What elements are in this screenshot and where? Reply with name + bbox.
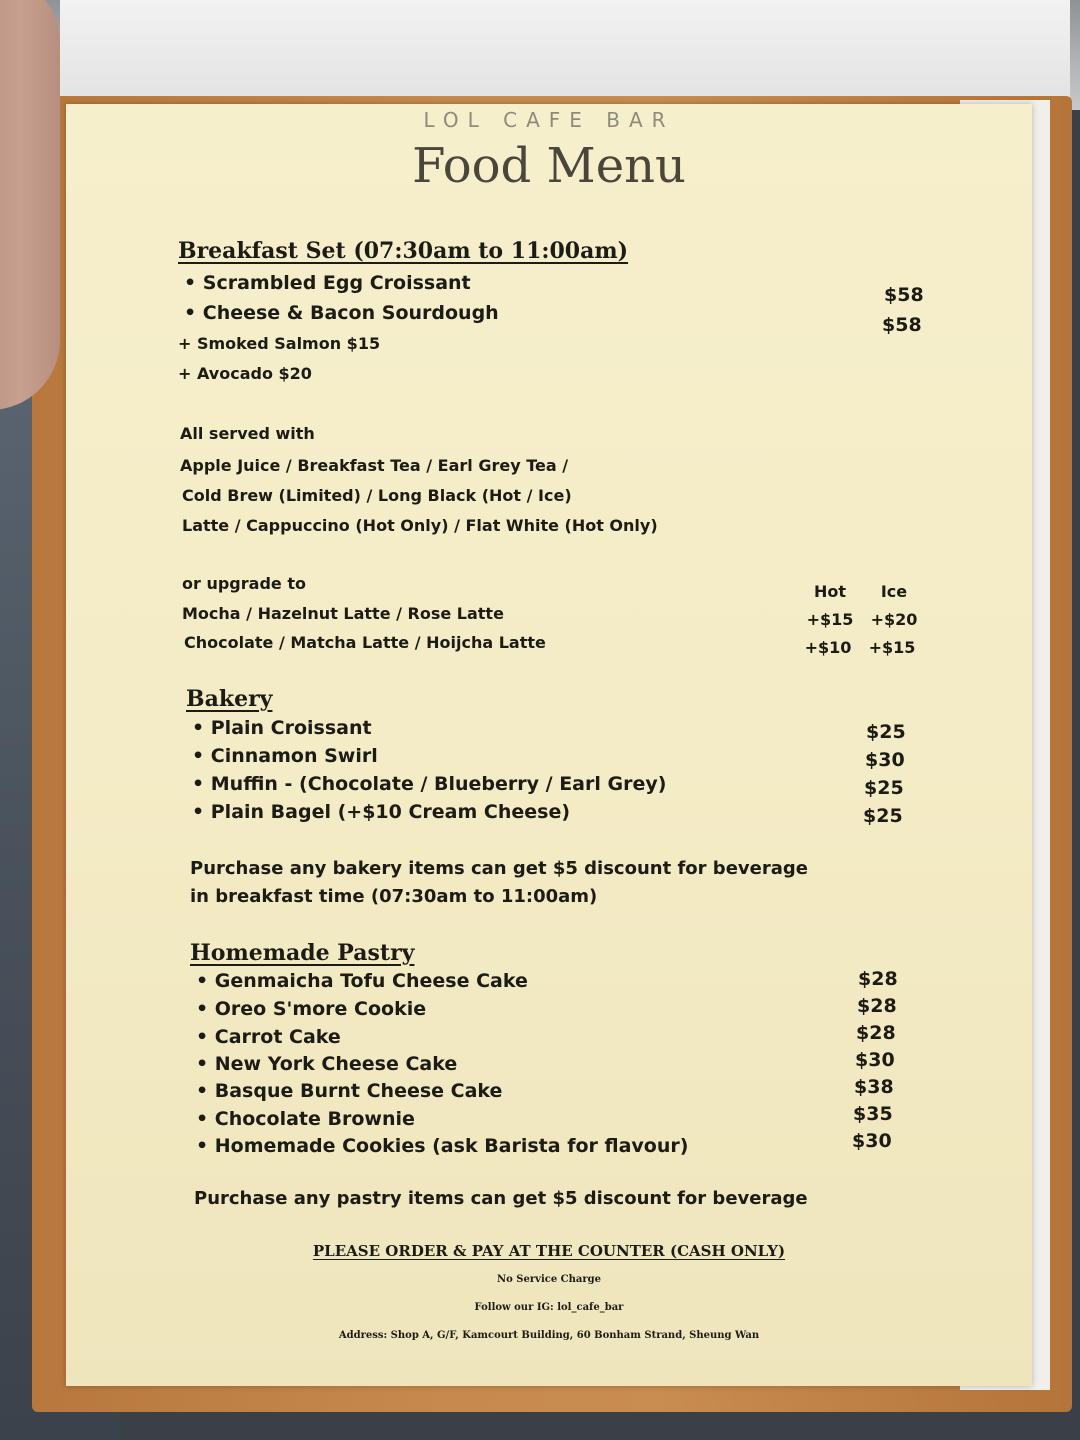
menu-paper (66, 104, 1032, 1386)
addon-item: + Avocado $20 (178, 364, 312, 383)
menu-item-price: $58 (884, 284, 924, 306)
menu-item: • Cheese & Bacon Sourdough (184, 302, 499, 324)
menu-item-price: $28 (858, 968, 898, 990)
order-instruction: PLEASE ORDER & PAY AT THE COUNTER (CASH ONLY) (312, 1242, 786, 1260)
menu-item-price: $28 (857, 995, 897, 1017)
upgrade-price-hot: +$15 (806, 610, 854, 629)
menu-item: • Scrambled Egg Croissant (184, 272, 471, 294)
served-with-line: Cold Brew (Limited) / Long Black (Hot / Ice) (182, 486, 572, 505)
service-charge-note: No Service Charge (496, 1274, 602, 1285)
menu-item-price: $25 (864, 777, 904, 799)
menu-item-price: $28 (856, 1022, 896, 1044)
column-header-hot: Hot (813, 582, 847, 601)
menu-item: • Muffin - (Chocolate / Blueberry / Earl Grey) (192, 773, 667, 795)
menu-item: • Oreo S'more Cookie (196, 998, 427, 1020)
menu-item: • Chocolate Brownie (196, 1108, 415, 1130)
menu-item: • Genmaicha Tofu Cheese Cake (196, 970, 528, 992)
menu-item-price: $30 (865, 749, 905, 771)
served-with-line: Apple Juice / Breakfast Tea / Earl Grey Tea / (180, 456, 569, 475)
menu-item-price: $30 (855, 1049, 895, 1071)
served-with-label: All served with (180, 424, 315, 443)
upgrade-label: or upgrade to (182, 574, 306, 593)
menu-item-price: $35 (853, 1103, 893, 1125)
brand-name: LOL CAFE BAR (423, 108, 675, 132)
menu-item: • Plain Croissant (192, 717, 372, 739)
menu-item-price: $25 (866, 721, 906, 743)
served-with-line: Latte / Cappuccino (Hot Only) / Flat White (Hot Only) (182, 516, 658, 535)
address: Address: Shop A, G/F, Kamcourt Building, 60 Bonham Strand, Sheung Wan (338, 1330, 760, 1341)
bakery-note: Purchase any bakery items can get $5 discount for beverage (190, 858, 808, 879)
pastry-note: Purchase any pastry items can get $5 discount for beverage (194, 1188, 808, 1209)
menu-item: • Basque Burnt Cheese Cake (196, 1080, 503, 1102)
section-heading-pastry: Homemade Pastry (190, 940, 415, 966)
upgrade-price-ice: +$15 (868, 638, 916, 657)
page-title: Food Menu (412, 138, 686, 194)
upgrade-price-ice: +$20 (870, 610, 918, 629)
bakery-note: in breakfast time (07:30am to 11:00am) (190, 886, 598, 907)
menu-item: • New York Cheese Cake (196, 1053, 458, 1075)
menu-item: • Cinnamon Swirl (192, 745, 378, 767)
section-heading-breakfast: Breakfast Set (07:30am to 11:00am) (178, 238, 629, 264)
upgrade-item: Chocolate / Matcha Latte / Hoijcha Latte (184, 633, 546, 652)
menu-item-price: $38 (854, 1076, 894, 1098)
instagram-handle: Follow our IG: lol_cafe_bar (474, 1302, 624, 1313)
menu-item: • Plain Bagel (+$10 Cream Cheese) (192, 801, 571, 823)
menu-item: • Carrot Cake (196, 1026, 341, 1048)
addon-item: + Smoked Salmon $15 (178, 334, 381, 353)
turned-page (60, 0, 1070, 100)
column-header-ice: Ice (880, 582, 908, 601)
section-heading-bakery: Bakery (186, 686, 273, 712)
menu-item-price: $25 (863, 805, 903, 827)
menu-item-price: $58 (882, 314, 922, 336)
menu-item-price: $30 (852, 1130, 892, 1152)
upgrade-item: Mocha / Hazelnut Latte / Rose Latte (182, 604, 504, 623)
holding-thumb (0, 0, 60, 410)
menu-item: • Homemade Cookies (ask Barista for flavour) (196, 1135, 689, 1157)
upgrade-price-hot: +$10 (804, 638, 852, 657)
